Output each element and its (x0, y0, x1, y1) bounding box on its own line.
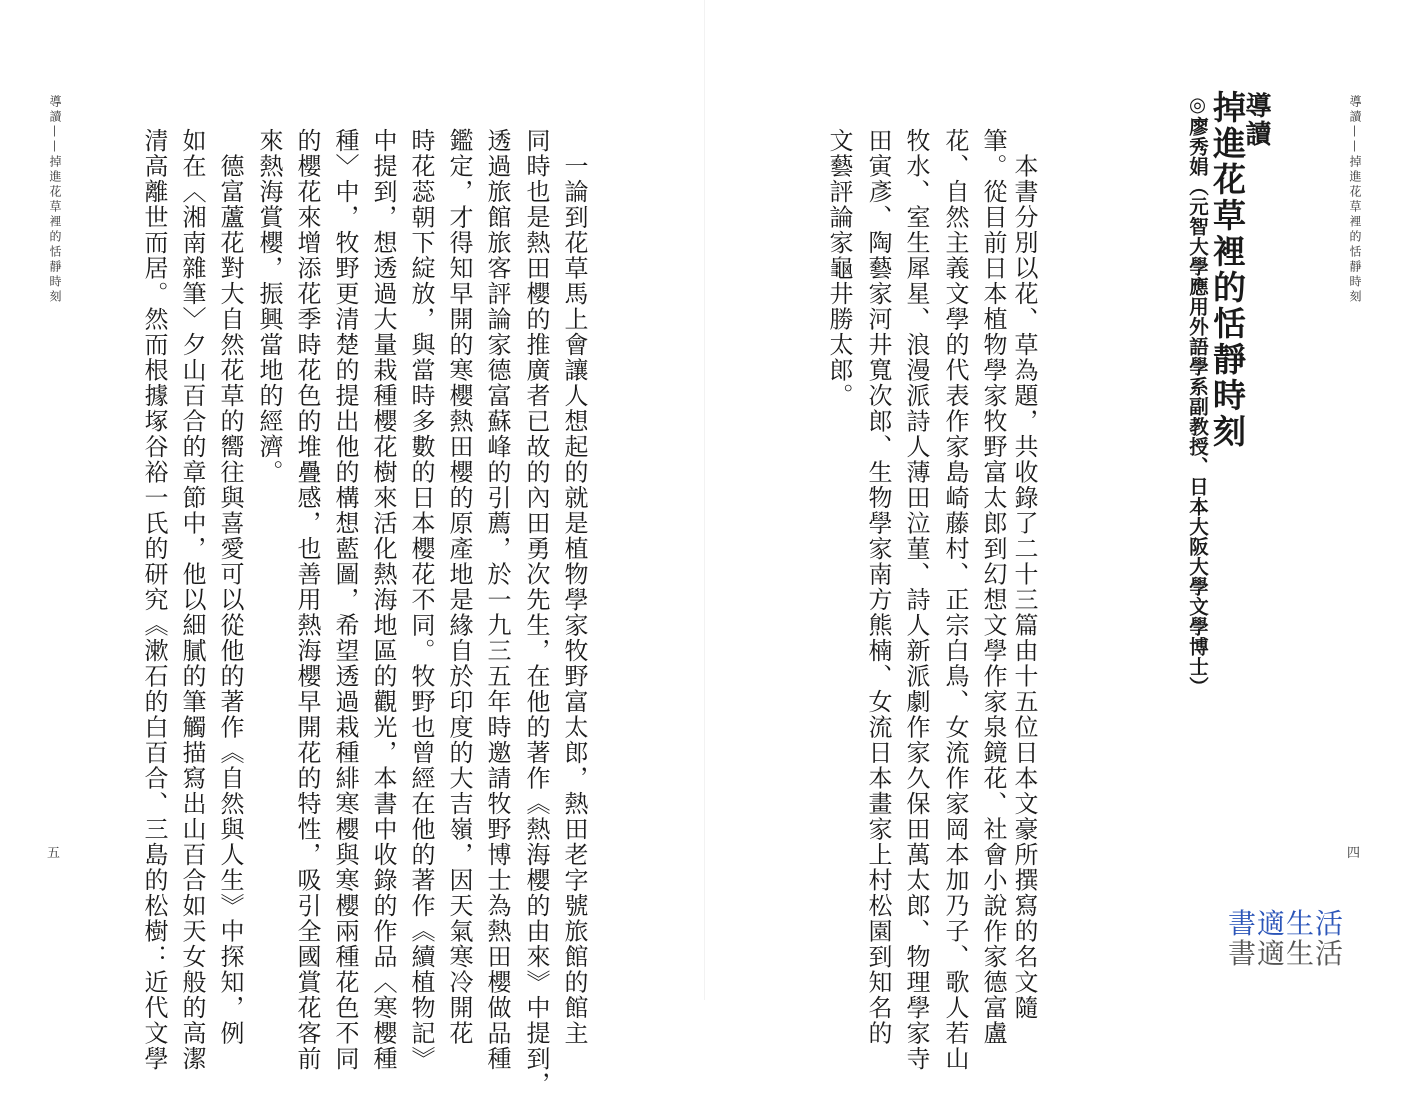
intro-label: 導讀 (1241, 92, 1271, 148)
watermark-line-secondary: 書適生活 (1228, 937, 1345, 970)
text-column: 鑑定，才得知早開的寒櫻熱田櫻的原產地是緣自於印度的大吉嶺，因天氣寒冷開花 (445, 128, 473, 1046)
text-column: 同時也是熱田櫻的推廣者已故的內田勇次先生，在他的著作《熱海櫻的由來》中提到， (522, 128, 550, 1097)
text-column: 的櫻花來增添花季時花色的堆疊感，也善用熱海櫻早開花的特性，吸引全國賞花客前 (293, 128, 321, 1072)
text-column: 如在〈湘南雜筆〉夕山百合的章節中，他以細膩的筆觸描寫出山百合如天女般的高潔 (178, 128, 206, 1072)
text-column: 種〉中，牧野更清楚的提出他的構想藍圖，希望透過栽種緋寒櫻與寒櫻兩種花色不同 (331, 128, 359, 1072)
text-column: 花、自然主義文學的代表作家島崎藤村、正宗白鳥、女流作家岡本加乃子、歌人若山 (941, 128, 969, 1072)
page-gutter (704, 0, 705, 1000)
page-number-right: 四 (1347, 846, 1361, 861)
watermark-line-primary: 書適生活 (1228, 907, 1345, 940)
text-column: 本書分別以花、草為題，共收錄了二十三篇由十五位日本文豪所撰寫的名文隨 (1010, 128, 1038, 1021)
text-column: 中提到，想透過大量栽種櫻花樹來活化熱海地區的觀光，本書中收錄的作品〈寒櫻種 (369, 128, 397, 1072)
text-column: 時花蕊朝下綻放，與當時多數的日本櫻花不同。牧野也曾經在他的著作《續植物記》 (407, 128, 435, 1072)
text-column: 田寅彥、陶藝家河井寬次郎、生物學家南方熊楠、女流日本畫家上村松園到知名的 (864, 128, 892, 1046)
text-column: 清高離世而居。然而根據塚谷裕一氏的研究《漱石的白百合、三島的松樹：近代文學 (140, 128, 168, 1072)
running-head-left: 導讀——掉進花草裡的恬靜時刻 (48, 95, 62, 305)
text-column: 透過旅館旅客評論家德富蘇峰的引薦，於一九三五年時邀請牧野博士為熱田櫻做品種 (483, 128, 511, 1072)
text-column: 筆。從目前日本植物學家牧野富太郎到幻想文學作家泉鏡花、社會小說作家德富盧 (979, 128, 1007, 1046)
author-credit: ◎廖秀娟（元智大學應用外語學系副教授、日本大阪大學文學博士） (1186, 93, 1209, 697)
page-title: 掉進花草裡的恬靜時刻 (1208, 90, 1247, 450)
text-column: 德富蘆花對大自然花草的嚮往與喜愛可以從他的著作《自然與人生》中探知，例 (216, 128, 244, 1046)
page-number-left: 五 (47, 846, 61, 861)
text-column: 文藝評論家龜井勝太郎。 (825, 128, 853, 409)
text-column: 牧水、室生犀星、浪漫派詩人薄田泣菫、詩人新派劇作家久保田萬太郎、物理學家寺 (902, 128, 930, 1072)
text-column: 來熱海賞櫻，振興當地的經濟。 (255, 128, 283, 485)
text-column: 一論到花草馬上會讓人想起的就是植物學家牧野富太郎，熱田老字號旅館的館主 (560, 128, 588, 1046)
running-head-right: 導讀——掉進花草裡的恬靜時刻 (1348, 95, 1362, 305)
